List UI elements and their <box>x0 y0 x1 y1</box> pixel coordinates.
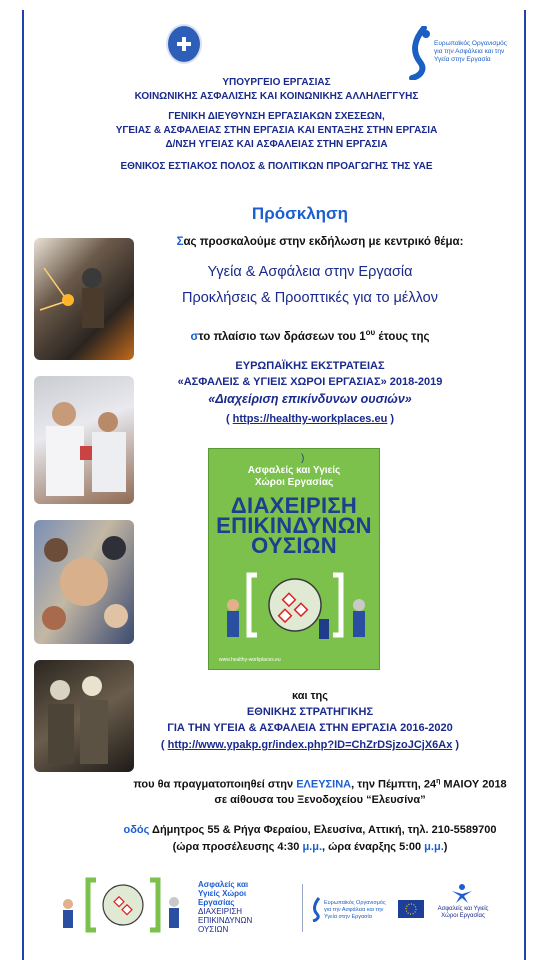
footer-agency-text <box>324 900 386 921</box>
footer-agency-line: Υγεία στην Εργασία <box>324 914 372 920</box>
cover-illustration-icon <box>209 561 381 661</box>
footer-agency-swoosh-icon <box>310 896 324 922</box>
greek-emblem-icon <box>166 24 202 64</box>
campaign-cover <box>208 448 380 670</box>
ministry-line: Δ/ΝΣΗ ΥΓΕΙΑΣ ΚΑΙ ΑΣΦΑΛΕΙΑΣ ΣΤΗΝ ΕΡΓΑΣΙΑ <box>165 139 388 150</box>
ministry-line: ΚΟΙΝΩΝΙΚΗΣ ΑΣΦΑΛΙΣΗΣ ΚΑΙ ΚΟΙΝΩΝΙΚΗΣ ΑΛΛΗΛΕΓΓΥΗΣ <box>134 91 419 102</box>
strategy-link[interactable]: http://www.ypakp.gr/index.php?ID=ChZrDSjzoJCjX6Ax <box>167 739 453 751</box>
venue-sup: η <box>436 778 441 785</box>
eu-agency-line: Υγεία στην Εργασία <box>434 56 491 63</box>
venue-line-1 <box>110 778 530 791</box>
context-text: το πλαίσιο των δράσεων του 1 <box>198 330 366 343</box>
theme-line-2: Προκλήσεις & Προοπτικές για το μέλλον <box>182 290 438 306</box>
cover-subtitle-2: Χώροι Εργασίας <box>254 477 334 488</box>
ministry-line: ΥΓΕΙΑΣ & ΑΣΦΑΛΕΙΑΣ ΣΤΗΝ ΕΡΓΑΣΙΑ ΚΑΙ ΕΝΤΑΞΗΣ ΣΤΗΝ ΕΡΓΑΣΙΑ <box>115 125 438 136</box>
time-text-c: ) <box>443 841 448 853</box>
eu-flag-icon <box>398 900 424 918</box>
footer-campaign-line: ΟΥΣΙΩΝ <box>198 925 229 934</box>
miners-photo <box>34 660 134 772</box>
venue-text-a: που θα πραγματοποιηθεί στην <box>133 778 297 791</box>
paren-open: ( <box>160 739 165 751</box>
ministry-line: ΓΕΝΙΚΗ ΔΙΕΥΘΥΝΣΗ ΕΡΓΑΣΙΑΚΩΝ ΣΧΕΣΕΩΝ, <box>168 111 385 122</box>
intro-text: ας προσκαλούμε στην εκδήλωση με κεντρικό θέμα: <box>183 236 464 248</box>
eu-agency-line: για την Ασφάλεια και την <box>434 48 505 55</box>
footer-right-text <box>432 906 494 920</box>
time-pm-2: μ.μ. <box>424 841 444 853</box>
ministry-line: ΥΠΟΥΡΓΕΙΟ ΕΡΓΑΣΙΑΣ <box>222 77 331 88</box>
footer-campaign-logo-icon <box>58 874 188 936</box>
invitation-intro <box>120 236 520 248</box>
campaign-line-1: ΕΥΡΩΠΑΪΚΗΣ ΕΚΣΤΡΑΤΕΙΑΣ <box>235 360 385 372</box>
campaign-link[interactable]: https://healthy-workplaces.eu <box>232 413 388 425</box>
cover-url: www.healthy-workplaces.eu <box>219 657 281 663</box>
venue-text-b: , την Πέμπτη, 24 <box>351 778 437 791</box>
lab-workers-photo <box>34 376 134 504</box>
time-line <box>100 841 520 853</box>
time-text-a: (ώρα προσέλευσης 4:30 <box>172 841 303 853</box>
context-end: έτους της <box>375 330 430 343</box>
strategy-and-of: και της <box>292 690 328 702</box>
eu-agency-line: Ευρωπαϊκός Οργανισμός <box>434 40 507 47</box>
welder-photo <box>34 238 134 360</box>
footer-campaign-line: Υγιείς Χώροι <box>198 889 247 898</box>
eu-agency-logo <box>406 26 516 82</box>
footer-campaign-line: Εργασίας <box>198 898 235 907</box>
venue-line-2: σε αίθουσα του Ξενοδοχείου “Ελευσίνα” <box>214 794 426 806</box>
venue-city: ΕΛΕΥΣΙΝΑ <box>296 778 352 791</box>
lab-figures-icon <box>34 376 134 504</box>
strategy-link-row <box>100 739 520 751</box>
cover-big-3: ΟΥΣΙΩΝ <box>251 533 337 558</box>
paren-open: ( <box>225 413 230 425</box>
context-line <box>140 328 480 343</box>
footer-divider <box>302 884 303 932</box>
context-initial: σ <box>190 330 199 343</box>
cover-big-1: ΔΙΑΧΕΙΡΙΣΗ <box>230 493 358 518</box>
address-label: οδός <box>123 824 150 836</box>
footer-right-line: Χώροι Εργασίας <box>441 913 485 919</box>
team-meeting-photo <box>34 520 134 644</box>
theme-line-1: Υγεία & Ασφάλεια στην Εργασία <box>207 264 413 280</box>
cover-subtitle-1: Ασφαλείς και Υγιείς <box>247 465 341 476</box>
team-hands-icon <box>34 520 134 644</box>
campaign-line-2: «ΑΣΦΑΛΕΙΣ & ΥΓΙΕΙΣ ΧΩΡΟΙ ΕΡΓΑΣΙΑΣ» 2018-2019 <box>177 376 443 388</box>
venue-text-c: ΜΑΙΟΥ 2018 <box>440 778 507 791</box>
time-pm-1: μ.μ. <box>302 841 323 853</box>
context-superscript: ου <box>365 328 376 337</box>
intro-initial: Σ <box>176 236 184 248</box>
miners-figures-icon <box>34 660 134 772</box>
campaign-link-row <box>130 413 490 425</box>
footer-agency-line: για την Ασφάλεια και την <box>324 907 384 913</box>
address-line <box>100 824 520 836</box>
footer-campaign-text <box>198 880 252 934</box>
footer-campaign-line: ΔΙΑΧΕΙΡΙΣΗ <box>198 907 243 916</box>
footer-banner <box>58 870 498 940</box>
campaign-line-3: «Διαχείριση επικίνδυνων ουσιών» <box>208 392 412 406</box>
time-text-b: , ώρα έναρξης 5:00 <box>322 841 425 853</box>
strategy-line-1: ΕΘΝΙΚΗΣ ΣΤΡΑΤΗΓΙΚΗΣ <box>246 706 374 718</box>
welder-figure-icon <box>34 238 134 360</box>
paren-close: ) <box>390 413 395 425</box>
ministry-line: ΕΘΝΙΚΟΣ ΕΣΤΙΑΚΟΣ ΠΟΛΟΣ & ΠΟΛΙΤΙΚΩΝ ΠΡΟΑΓΩΓΗΣ ΤΗΣ ΥΑΕ <box>120 161 433 172</box>
eu-agency-swoosh-icon <box>406 26 434 80</box>
paren-close: ) <box>455 739 460 751</box>
cover-big-2: ΕΠΙΚΙΝΔΥΝΩΝ <box>216 513 372 538</box>
strategy-line-2: ΓΙΑ ΤΗΝ ΥΓΕΙΑ & ΑΣΦΑΛΕΙΑ ΣΤΗΝ ΕΡΓΑΣΙΑ 2016-2020 <box>167 722 453 734</box>
footer-campaign-line: ΕΠΙΚΙΝΔΥΝΩΝ <box>198 916 253 925</box>
footer-campaign-line: Ασφαλείς και <box>198 880 249 889</box>
footer-agency-line: Ευρωπαϊκός Οργανισμός <box>324 900 386 906</box>
cover-paren: ) <box>301 453 305 464</box>
ministry-block <box>0 76 553 173</box>
footer-right-line: Ασφαλείς και Υγιείς <box>437 906 489 912</box>
invitation-title: Πρόσκληση <box>251 204 349 223</box>
footer-star-figure-icon <box>450 882 474 904</box>
address-text: Δήμητρος 55 & Ρήγα Φεραίου, Ελευσίνα, Αττική, τηλ. 210-5589700 <box>149 824 497 836</box>
